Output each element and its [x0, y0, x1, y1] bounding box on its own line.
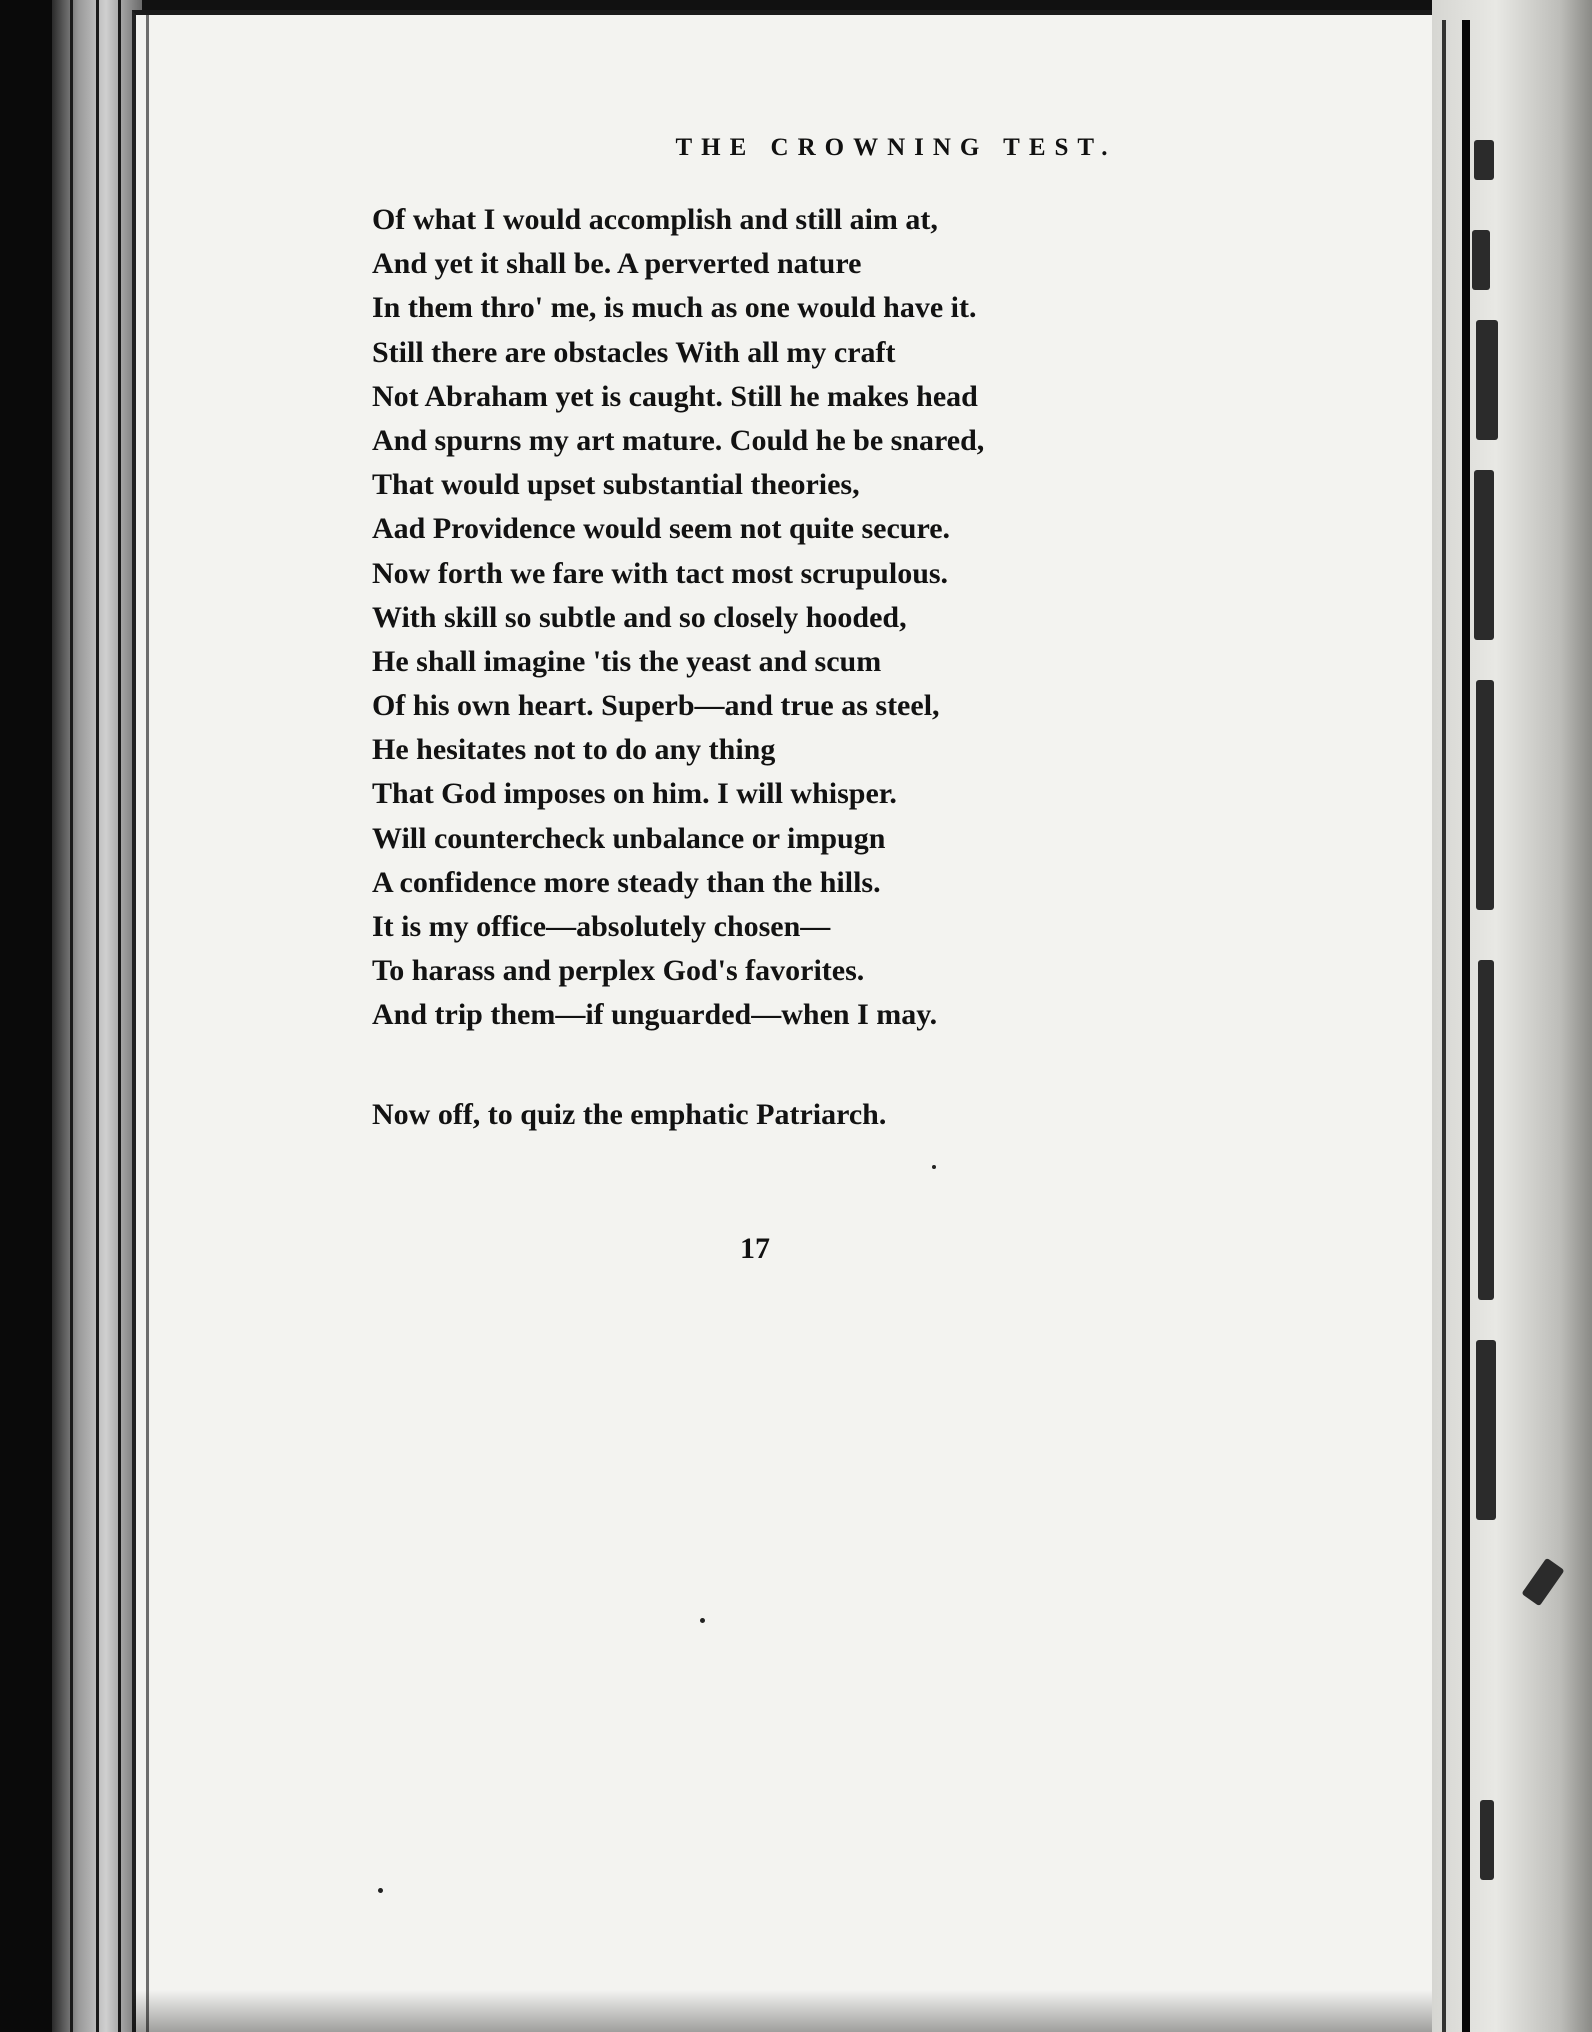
- page-edges: [52, 0, 142, 2032]
- poem-line: He shall imagine 'tis the yeast and scum: [372, 644, 882, 678]
- poem-line: Not Abraham yet is caught. Still he makes head: [372, 379, 978, 413]
- dust-speck: [378, 1888, 383, 1893]
- spine-mark: [1476, 320, 1498, 440]
- spine-mark: [1476, 680, 1494, 910]
- dust-speck: [932, 1165, 936, 1169]
- page-edge-line: [118, 0, 121, 2032]
- poem-line: Of what I would accomplish and still aim at,: [372, 203, 938, 236]
- poem-line: He hesitates not to do any thing: [372, 733, 776, 767]
- running-head: [0, 134, 1592, 162]
- spine-mark: [1472, 230, 1490, 290]
- running-head-text: THE CROWNING TEST.: [675, 134, 1117, 161]
- dust-speck: [700, 1618, 705, 1623]
- poem-line: In them thro' me, is much as one would have it.: [372, 291, 977, 325]
- poem-line: That God imposes on him. I will whisper.: [372, 777, 897, 811]
- poem-line: Of his own heart. Superb—and true as steel,: [372, 689, 940, 723]
- spine-mark: [1474, 470, 1494, 640]
- spine-mark: [1480, 1800, 1494, 1880]
- poem-line: It is my office—absolutely chosen—: [372, 910, 831, 943]
- binding-spine: [1432, 0, 1592, 2032]
- spine-rule: [1442, 20, 1446, 2032]
- spine-mark: [1478, 960, 1494, 1300]
- page-bottom-shadow: [132, 1990, 1432, 2032]
- spine-rule: [1462, 20, 1470, 2032]
- poem-line: And spurns my art mature. Could he be snared,: [372, 423, 985, 457]
- poem-line: That would upset substantial theories,: [372, 468, 860, 502]
- poem-line: And trip them—if unguarded—when I may.: [372, 998, 938, 1032]
- page-number: 17: [740, 1232, 770, 1265]
- page-border-rule: [146, 15, 149, 2032]
- poem-line: To harass and perplex God's favorites.: [372, 954, 865, 988]
- page-edge-line: [96, 0, 99, 2032]
- poem-line: And yet it shall be. A perverted nature: [372, 247, 862, 281]
- poem-line: Still there are obstacles With all my craft: [372, 335, 896, 369]
- page-edge-line: [70, 0, 73, 2032]
- spine-mark: [1476, 1340, 1496, 1520]
- poem-line: Now forth we fare with tact most scrupulous.: [372, 556, 949, 590]
- poem-line: A confidence more steady than the hills.: [372, 865, 881, 899]
- poem-final-line: Now off, to quiz the emphatic Patriarch.: [372, 1098, 887, 1131]
- poem-line: Aad Providence would seem not quite secure.: [372, 512, 951, 546]
- poem-line: With skill so subtle and so closely hooded,: [372, 600, 907, 634]
- left-gutter: [0, 0, 52, 2032]
- poem-body: [372, 198, 1172, 1038]
- poem-line: Will countercheck unbalance or impugn: [372, 821, 886, 855]
- spine-mark: [1521, 1558, 1564, 1607]
